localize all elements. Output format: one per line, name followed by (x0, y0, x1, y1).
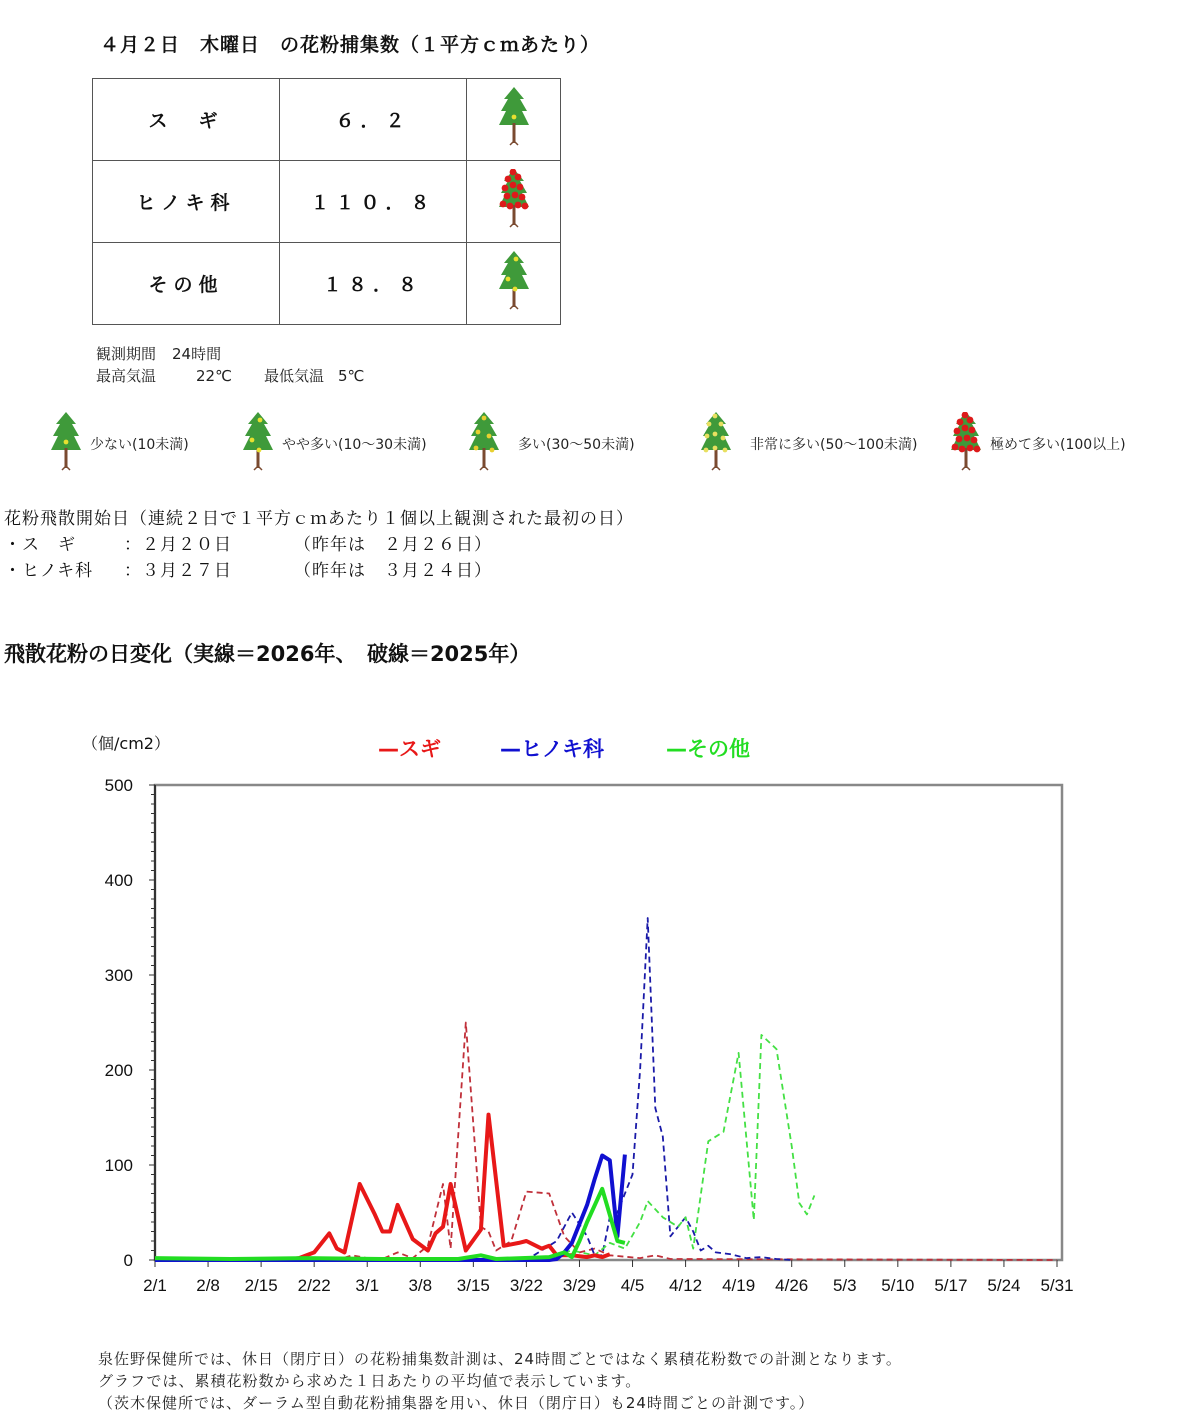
tree-extreme-icon (950, 412, 990, 476)
x-tick-label: 3/22 (509, 1276, 543, 1295)
table-row (93, 79, 561, 161)
x-tick-label: 4/19 (722, 1276, 756, 1295)
pollen-count-table (92, 78, 561, 325)
pollen-chart (0, 720, 1200, 1300)
tree-somewhat-many-icon (498, 294, 530, 316)
pollen-type-sugi: ス ギ (93, 79, 280, 161)
max-temp-label: 最高気温 (96, 367, 157, 385)
level-cell (467, 79, 561, 161)
min-temp-value: 5℃ (337, 367, 365, 385)
pollen-value-sugi: ６．２ (280, 79, 467, 161)
x-tick-label: 2/1 (143, 1276, 167, 1295)
series-legend-item: —その他 (666, 737, 750, 761)
x-tick-label: 3/15 (456, 1276, 490, 1295)
x-tick-label: 5/31 (1040, 1276, 1074, 1295)
x-tick-label: 2/15 (244, 1276, 278, 1295)
table-row (93, 161, 561, 243)
chart-title: 飛散花粉の日変化（実線＝2026年、 破線＝2025年） (4, 642, 531, 666)
y-tick-label: 200 (104, 1061, 133, 1080)
y-axis-label: （個/cm2） (82, 734, 170, 753)
pollen-type-hinoki: ヒノキ科 (93, 161, 280, 243)
y-tick-label: 400 (104, 871, 133, 890)
legend-extreme (950, 412, 1126, 476)
period-value: 24時間 (172, 345, 222, 363)
x-tick-label: 2/8 (196, 1276, 220, 1295)
tree-few-icon (50, 412, 90, 476)
series-legend-item: —スギ (378, 737, 441, 761)
x-tick-label: 2/22 (297, 1276, 331, 1295)
pollen-value-other: １８．８ (280, 243, 467, 325)
page-title: ４月２日 木曜日 の花粉捕集数（１平方ｃｍあたり） (100, 34, 601, 56)
x-tick-label: 3/29 (562, 1276, 597, 1295)
tree-many-icon (468, 412, 508, 476)
min-temp-label: 最低気温 (263, 367, 324, 385)
x-tick-label: 4/26 (775, 1276, 809, 1295)
legend-label: 極めて多い(100以上) (990, 437, 1126, 453)
tree-somewhat-many-icon (242, 412, 282, 476)
footer-line: グラフでは、累積花粉数から求めた１日あたりの平均値で表示しています。 (98, 1372, 642, 1390)
legend-label: 非常に多い(50〜100未満) (750, 437, 918, 453)
x-tick-label: 4/12 (669, 1276, 703, 1295)
tree-extreme-icon (498, 212, 530, 234)
period-label: 観測期間 (96, 345, 157, 363)
season-start-section (4, 506, 634, 584)
tree-few-icon (498, 130, 530, 152)
x-tick-label: 5/3 (832, 1276, 857, 1295)
legend-very-many (700, 412, 917, 476)
x-tick-label: 5/17 (934, 1276, 968, 1295)
season-start-sugi: ・ス ギ ：２月２０日 （昨年は ２月２６日） (4, 535, 492, 555)
observation-info (96, 343, 364, 387)
legend-label: 少ない(10未満) (90, 437, 189, 453)
y-tick-label: 100 (104, 1156, 133, 1175)
footer-notes (98, 1348, 902, 1414)
x-tick-label: 3/8 (408, 1276, 433, 1295)
plot-area (155, 785, 1062, 1260)
legend-label: やや多い(10〜30未満) (282, 437, 427, 453)
season-start-hinoki: ・ヒノキ科 ：３月２７日 （昨年は ３月２４日） (4, 561, 492, 581)
footer-line: 泉佐野保健所では、休日（閉庁日）の花粉捕集数計測は、24時間ごとではなく累積花粉数での計測となります。 (98, 1350, 902, 1368)
footer-line: （茨木保健所では、ダーラム型自動花粉捕集器を用い、休日（閉庁日）も24時間ごとの計測です。） (98, 1394, 815, 1412)
legend-few (50, 412, 189, 476)
level-cell (467, 161, 561, 243)
x-tick-label: 4/5 (620, 1276, 645, 1295)
series-legend-item: —ヒノキ科 (500, 737, 604, 761)
legend-label: 多い(30〜50未満) (518, 437, 635, 453)
y-tick-label: 0 (123, 1251, 133, 1270)
y-tick-label: 500 (104, 776, 133, 795)
x-tick-label: 5/10 (881, 1276, 915, 1295)
x-tick-label: 3/1 (355, 1276, 380, 1295)
season-start-title: 花粉飛散開始日（連続２日で１平方ｃｍあたり１個以上観測された最初の日） (4, 509, 634, 529)
pollen-type-other: その他 (93, 243, 280, 325)
max-temp-value: 22℃ (196, 367, 232, 385)
pollen-value-hinoki: １１０．８ (280, 161, 467, 243)
x-tick-label: 5/24 (987, 1276, 1021, 1295)
legend-many (468, 412, 635, 476)
level-cell (467, 243, 561, 325)
legend-somewhat-many (242, 412, 427, 476)
y-tick-label: 300 (104, 966, 133, 985)
table-row (93, 243, 561, 325)
tree-very-many-icon (700, 412, 740, 476)
